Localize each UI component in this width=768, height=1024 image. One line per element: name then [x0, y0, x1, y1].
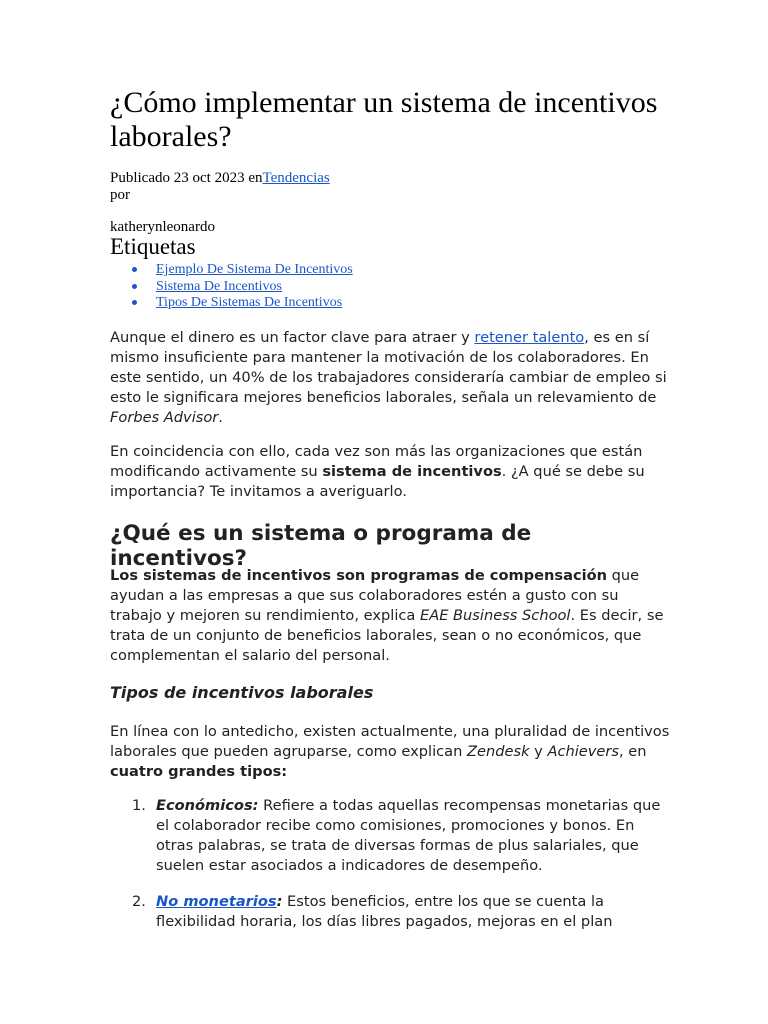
source-name: Zendesk — [467, 743, 530, 760]
text: , en — [618, 743, 647, 760]
text: y — [529, 743, 548, 760]
list-item-label: Económicos: — [156, 797, 259, 814]
text: que ayudan a las empresas a que sus colaboradores estén a gusto con su trabajo y mejoren su rendimiento, explica — [110, 567, 640, 624]
list-item-text: Estos beneficios, entre los que se cuenta la flexibilidad horaria, los días libres pagados, mejoras en el plan — [156, 893, 613, 930]
section-heading: ¿Qué es un sistema o programa de incentivos? — [110, 521, 532, 571]
text: . Es decir, se trata de un conjunto de beneficios laborales, sean o no económicos, que complementan el salario del personal. — [110, 607, 664, 664]
tag-link[interactable]: Sistema De Incentivos — [156, 278, 282, 294]
source-name: EAE Business School — [419, 607, 571, 624]
source-name: Forbes Advisor — [110, 409, 219, 426]
list-item — [110, 796, 670, 876]
tag-item — [110, 295, 353, 312]
article-title: ¿Cómo implementar un sistema de incentivos laborales? — [110, 86, 658, 153]
section1-paragraph — [110, 566, 670, 666]
emphasis: sistema de incentivos — [322, 463, 502, 480]
incentive-types-list — [110, 892, 670, 932]
category-link[interactable]: Tendencias — [262, 170, 330, 186]
by-label: por — [110, 187, 130, 203]
bullet-icon — [132, 267, 137, 272]
text: En coincidencia con ello, cada vez son más las organizaciones que están modificando activamente su — [110, 443, 643, 480]
retener-talento-link[interactable]: retener talento — [474, 329, 585, 346]
list-number: 2. — [132, 893, 146, 910]
tags-list — [110, 262, 353, 312]
section2-paragraph — [110, 722, 670, 782]
emphasis: cuatro grandes tipos: — [110, 763, 288, 780]
tag-link[interactable]: Tipos De Sistemas De Incentivos — [156, 295, 343, 310]
list-number: 1. — [132, 797, 146, 814]
incentive-types-list — [110, 796, 670, 876]
no-monetarios-link[interactable]: No monetarios — [156, 893, 277, 910]
tags-heading: Etiquetas — [110, 234, 196, 259]
published-date: Publicado 23 oct 2023 en — [110, 170, 263, 186]
source-name: Achievers — [547, 743, 619, 760]
intro-paragraph-1 — [110, 328, 670, 428]
list-item-text: Refiere a todas aquellas recompensas monetarias que el colaborador recibe como comisiones, promociones y bonos. En otras palabras, se trata de diversas formas de plus salariales, que suelen estar asociados a indicadores de desempeño. — [156, 797, 661, 874]
emphasis: Los sistemas de incentivos son programas de compensación — [110, 567, 608, 584]
list-item — [110, 892, 670, 932]
bullet-icon — [132, 284, 137, 289]
list-item-colon: : — [276, 893, 283, 910]
intro-paragraph-2 — [110, 442, 670, 502]
tag-item — [110, 279, 353, 296]
subsection-heading: Tipos de incentivos laborales — [110, 683, 374, 702]
article-meta — [110, 170, 330, 204]
text: . — [218, 409, 223, 426]
text: , es en sí mismo insuficiente para mantener la motivación de los colaboradores. En este sentido, un 40% de los trabajadores consideraría cambiar de empleo si esto le significara mejores beneficios laborales, señala un relevamiento de — [110, 329, 667, 406]
text: En línea con lo antedicho, existen actualmente, una pluralidad de incentivos laborales que pueden agruparse, como explican — [110, 723, 670, 760]
tag-link[interactable]: Ejemplo De Sistema De Incentivos — [156, 262, 353, 277]
bullet-icon — [132, 300, 137, 305]
author-name: katherynleonardo — [110, 219, 215, 235]
tag-item — [110, 262, 353, 279]
text: Aunque el dinero es un factor clave para atraer y — [110, 329, 475, 346]
text: . ¿A qué se debe su importancia? Te invitamos a averiguarlo. — [110, 463, 645, 500]
